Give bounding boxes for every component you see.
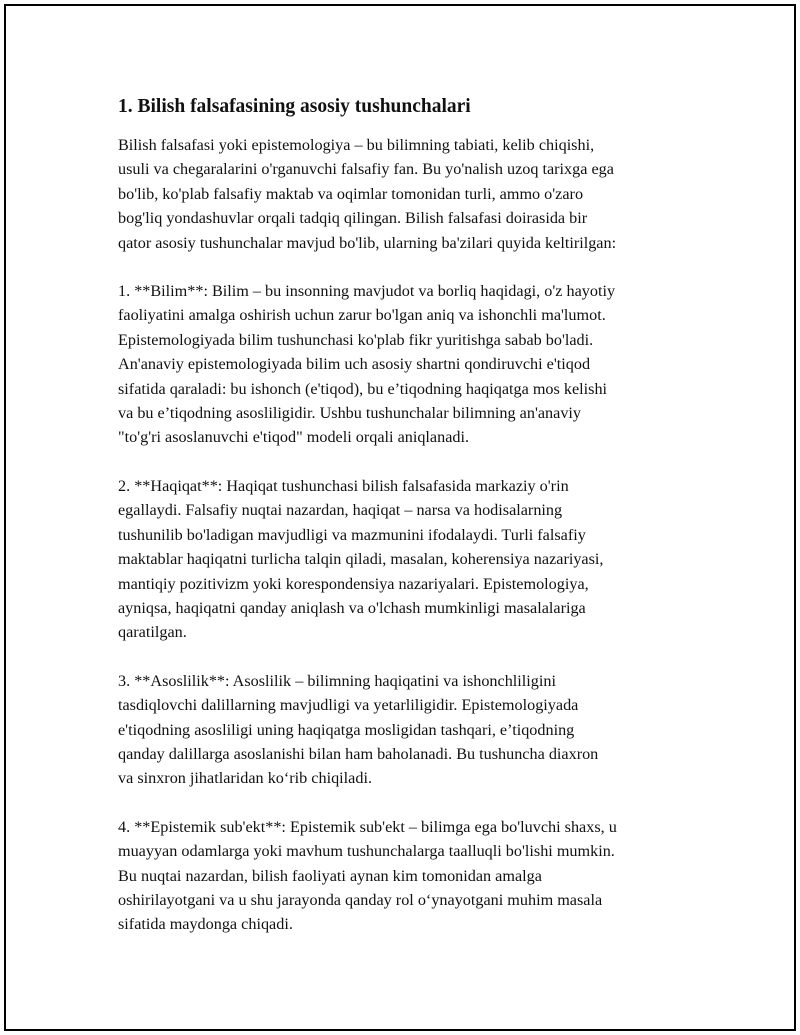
paragraph-bilim: 1. **Bilim**: Bilim – bu insonning mavjudot va borliq haqidagi, o'z hayotiy faoliyatini amalga oshirish uchun zarur bo'lgan aniq va ishonchli ma'lumot. Epistemologiyada bilim tushunchasi ko'plab fikr yuritishga sabab bo'ladi. An'anaviy epistemologiyada bilim uch asosiy shartni qondiruvchi e'tiqod sifatida qaraladi: bu ishonch (e'tiqod), bu e’tiqodning haqiqatga mos kelishi va bu e’tiqodning asosliligidir. Ushbu tushunchalar bilimning an'anaviy "to'g'ri asoslanuvchi e'tiqod" modeli orqali aniqlanadi. <box>118 282 616 447</box>
paragraph-asoslilik: 3. **Asoslilik**: Asoslilik – bilimning haqiqatini va ishonchliligini tasdiqlovchi dalillarning mavjudligi va yetarliligidir. Epistemologiyada e'tiqodning asosliligi uning haqiqatga mosligidan tashqari, e’tiqodning qanday dalillarga asoslanishi bilan ham baholanadi. Bu tushuncha diaxron va sinxron jihatlaridan ko‘rib chiqiladi. <box>118 671 599 788</box>
intro-paragraph: Bilish falsafasi yoki epistemologiya – bu bilimning tabiati, kelib chiqishi, usuli va chegaralarini o'rganuvchi falsafiy fan. Bu yo'nalish uzoq tarixga ega bo'lib, ko'plab falsafiy maktab va oqimlar tomonidan turli, ammo o'zaro bog'liq yondashuvlar orqali tadqiq qilingan. Bilish falsafasi doirasida bir qator asosiy tushunchalar mavjud bo'lib, ularning ba'zilari quyida keltirilgan: <box>118 136 617 252</box>
section-heading: 1. Bilish falsafasining asosiy tushunchalari <box>118 96 471 117</box>
document-body <box>118 95 698 961</box>
paragraph-epistemik-subekt: 4. **Epistemik sub'ekt**: Epistemik sub'ekt – bilimga ega bo'luvchi shaxs, u muayyan odamlarga yoki mavhum tushunchalarga taalluqli bo'lishi mumkin. Bu nuqtai nazardan, bilish faoliyati aynan kim tomonidan amalga oshirilayotgani va u shu jarayonda qanday rol o‘ynayotgani muhim masala sifatida maydonga chiqadi. <box>118 817 617 934</box>
paragraph-haqiqat: 2. **Haqiqat**: Haqiqat tushunchasi bilish falsafasida markaziy o'rin egallaydi. Falsafiy nuqtai nazardan, haqiqat – narsa va hodisalarning tushunilib bo'ladigan mavjudligi va mazmunini ifodalaydi. Turli falsafiy maktablar haqiqatni turlicha talqin qiladi, masalan, koherensiya nazariyasi, mantiqiy pozitivizm yoki korespondensiya nazariyalari. Epistemologiya, ayniqsa, haqiqatni qanday aniqlash va o'lchash mumkinligi masalalariga qaratilgan. <box>118 476 604 642</box>
